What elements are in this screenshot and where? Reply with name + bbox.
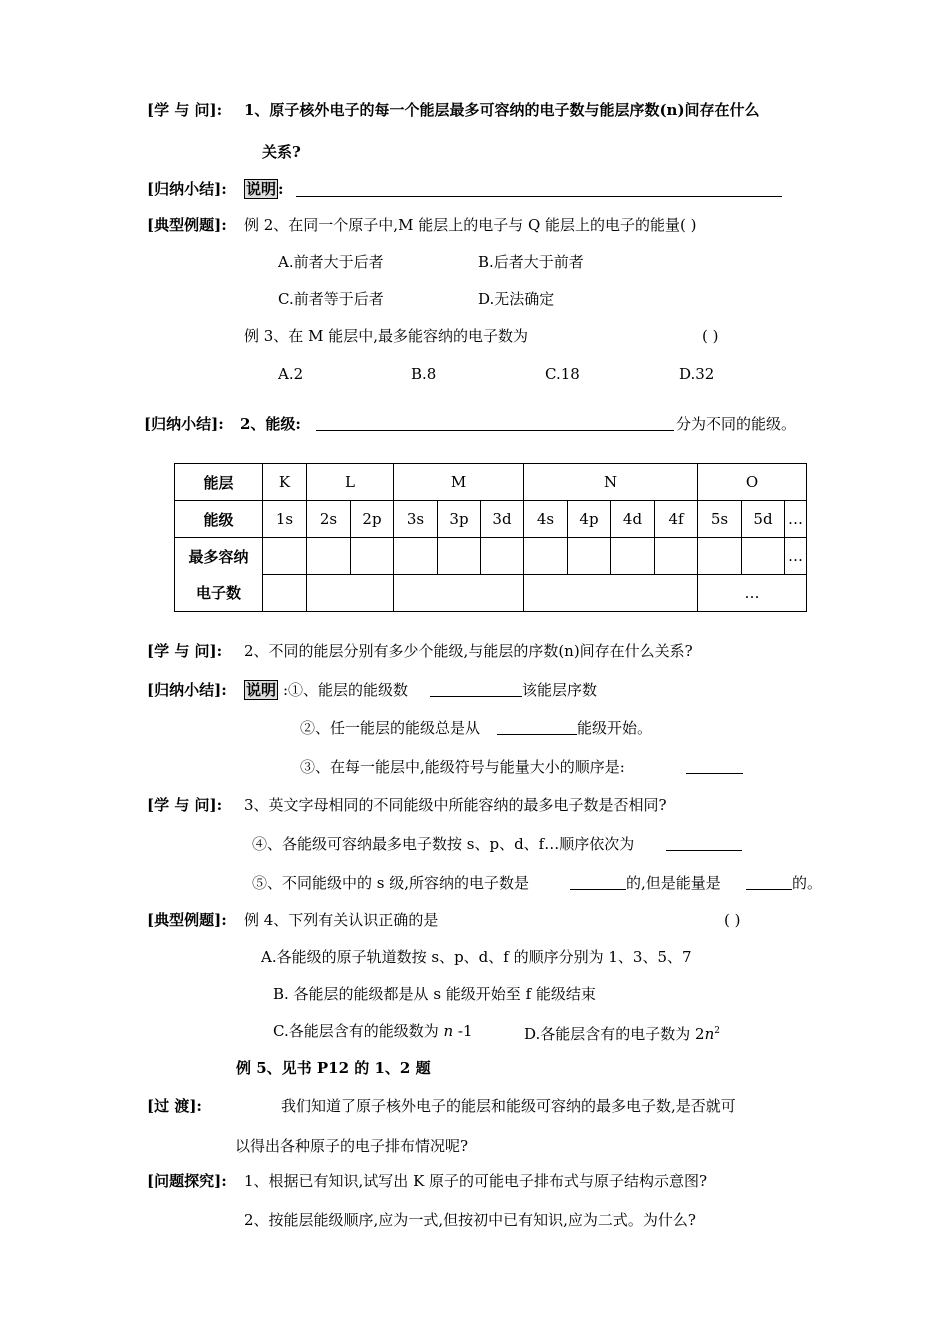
- level-cell: 2p: [351, 501, 394, 538]
- blank-cell[interactable]: [307, 575, 394, 612]
- ex2-option-a: A.前者大于后者: [278, 253, 384, 271]
- shell-l: L: [307, 464, 394, 501]
- explore-line1: 1、根据已有知识,试写出 K 原子的可能电子排布式与原子结构示意图?: [244, 1172, 708, 1190]
- summary1-box: 说明: [246, 180, 277, 198]
- transition-line2: 以得出各种原子的电子排布情况呢?: [235, 1137, 469, 1155]
- blank-cell[interactable]: [698, 538, 742, 575]
- ex2-option-b: B.后者大于前者: [478, 253, 584, 271]
- level-cell: 3p: [438, 501, 481, 538]
- transition-line1: 我们知道了原子核外电子的能层和能级可容纳的最多电子数,是否就可: [281, 1097, 736, 1115]
- level-cell: …: [785, 501, 807, 538]
- summary2-blank[interactable]: [316, 430, 674, 431]
- explore-line2: 2、按能层能级顺序,应为一式,但按初中已有知识,应为二式。为什么?: [244, 1211, 696, 1229]
- summary1-blank[interactable]: [296, 196, 782, 197]
- q3-item5-tail: 的。: [792, 874, 823, 892]
- q3-blank4[interactable]: [666, 850, 742, 851]
- summary3-blank3[interactable]: [686, 773, 743, 774]
- ex4-answer-paren: ( ): [724, 911, 741, 929]
- blank-cell[interactable]: [394, 575, 524, 612]
- summary3-item2-tail: 能级开始。: [577, 719, 653, 737]
- ex3-question: 例 3、在 M 能层中,最多能容纳的电子数为: [244, 327, 528, 345]
- summary3-item1: :①、能层的能级数: [283, 681, 409, 699]
- ex2-option-c: C.前者等于后者: [278, 290, 384, 308]
- table-header-max: [175, 538, 263, 612]
- ex5-text: 例 5、见书 P12 的 1、2 题: [236, 1059, 431, 1077]
- ex3-option-c: C.18: [545, 365, 580, 383]
- blank-cell[interactable]: [481, 538, 524, 575]
- transition-tag: [过 渡]:: [147, 1097, 202, 1115]
- blank-cell[interactable]: [351, 538, 394, 575]
- ellipsis-cell-o: …: [698, 575, 807, 612]
- ex4-question: 例 4、下列有关认识正确的是: [244, 911, 439, 929]
- blank-cell[interactable]: [524, 575, 698, 612]
- level-cell: 4f: [655, 501, 698, 538]
- ex2-tag: [典型例题]:: [147, 216, 227, 234]
- shell-o: O: [698, 464, 807, 501]
- ex2-question: 例 2、在同一个原子中,M 能层上的电子与 Q 能层上的电子的能量( ): [244, 216, 697, 234]
- ex4-tag: [典型例题]:: [147, 911, 227, 929]
- blank-cell[interactable]: [611, 538, 655, 575]
- q2-text: 2、不同的能层分别有多少个能级,与能层的序数(n)间存在什么关系?: [244, 642, 693, 660]
- blank-cell[interactable]: [438, 538, 481, 575]
- level-cell: 5s: [698, 501, 742, 538]
- table-row-max-shell: [175, 575, 807, 612]
- blank-cell[interactable]: [307, 538, 351, 575]
- summary3-item2: ②、任一能层的能级总是从: [300, 719, 481, 737]
- summary3-box-wrap: [244, 680, 278, 700]
- ex3-option-d: D.32: [679, 365, 715, 383]
- ellipsis-cell: …: [785, 538, 807, 575]
- ex3-option-a: A.2: [278, 365, 304, 383]
- ex4-option-c: C.各能层含有的能级数为 n -1: [273, 1022, 473, 1040]
- ex4-option-a: A.各能级的原子轨道数按 s、p、d、f 的顺序分别为 1、3、5、7: [261, 948, 692, 966]
- blank-cell[interactable]: [568, 538, 611, 575]
- q3-item5-mid: 的,但是能量是: [626, 874, 721, 892]
- q1-tag: [学 与 问]:: [147, 101, 223, 119]
- level-cell: 4s: [524, 501, 568, 538]
- level-cell: 1s: [263, 501, 307, 538]
- q2-tag: [学 与 问]:: [147, 642, 223, 660]
- summary3-tag: [归纳小结]:: [147, 681, 227, 699]
- table-row-max-level: [175, 538, 807, 575]
- summary1-tag: [归纳小结]:: [147, 180, 227, 198]
- level-cell: 4d: [611, 501, 655, 538]
- blank-cell[interactable]: [263, 538, 307, 575]
- q3-item4: ④、各能级可容纳最多电子数按 s、p、d、f…顺序依次为: [252, 835, 635, 853]
- summary3-item3: ③、在每一能层中,能级符号与能量大小的顺序是:: [300, 758, 625, 776]
- table-row-shells: [175, 464, 807, 501]
- summary2-tail: 分为不同的能级。: [676, 415, 797, 433]
- summary3-item1-tail: 该能层序数: [522, 681, 598, 699]
- level-cell: 4p: [568, 501, 611, 538]
- summary2-text: 2、能级:: [240, 415, 301, 433]
- table-header-max-line1: 最多容纳: [188, 547, 249, 566]
- table-header-level: 能级: [175, 501, 263, 538]
- energy-level-table: [174, 463, 807, 612]
- q3-text: 3、英文字母相同的不同能级中所能容纳的最多电子数是否相同?: [244, 796, 667, 814]
- table-row-levels: [175, 501, 807, 538]
- q3-blank5b[interactable]: [746, 889, 792, 890]
- explore-tag: [问题探究]:: [147, 1172, 227, 1190]
- blank-cell[interactable]: [655, 538, 698, 575]
- ex4-option-b: B. 各能层的能级都是从 s 能级开始至 f 能级结束: [273, 985, 596, 1003]
- table-header-shell: 能层: [175, 464, 263, 501]
- q1-line2: 关系?: [262, 143, 301, 161]
- shell-n: N: [524, 464, 698, 501]
- q1-line1: 1、原子核外电子的每一个能层最多可容纳的电子数与能层序数(n)间存在什么: [244, 101, 760, 119]
- level-cell: 3s: [394, 501, 438, 538]
- ex2-option-d: D.无法确定: [478, 290, 555, 308]
- ex3-option-b: B.8: [411, 365, 437, 383]
- ex3-answer-paren: ( ): [702, 327, 719, 345]
- table-header-max-line2: 电子数: [195, 583, 241, 602]
- q3-tag: [学 与 问]:: [147, 796, 223, 814]
- summary1-label: [244, 179, 284, 199]
- ex4-option-d: D.各能层含有的电子数为 $2n^2$: [524, 1025, 720, 1043]
- level-cell: 5d: [742, 501, 785, 538]
- blank-cell[interactable]: [524, 538, 568, 575]
- summary1-colon: :: [278, 180, 284, 198]
- q3-blank5a[interactable]: [570, 889, 626, 890]
- summary3-box: 说明: [246, 681, 277, 699]
- blank-cell[interactable]: [742, 538, 785, 575]
- summary2-tag: [归纳小结]:: [144, 415, 224, 433]
- blank-cell[interactable]: [263, 575, 307, 612]
- blank-cell[interactable]: [394, 538, 438, 575]
- q3-item5: ⑤、不同能级中的 s 级,所容纳的电子数是: [252, 874, 530, 892]
- level-cell: 2s: [307, 501, 351, 538]
- shell-k: K: [263, 464, 307, 501]
- summary3-blank2[interactable]: [497, 734, 577, 735]
- level-cell: 3d: [481, 501, 524, 538]
- shell-m: M: [394, 464, 524, 501]
- summary3-blank1[interactable]: [430, 696, 522, 697]
